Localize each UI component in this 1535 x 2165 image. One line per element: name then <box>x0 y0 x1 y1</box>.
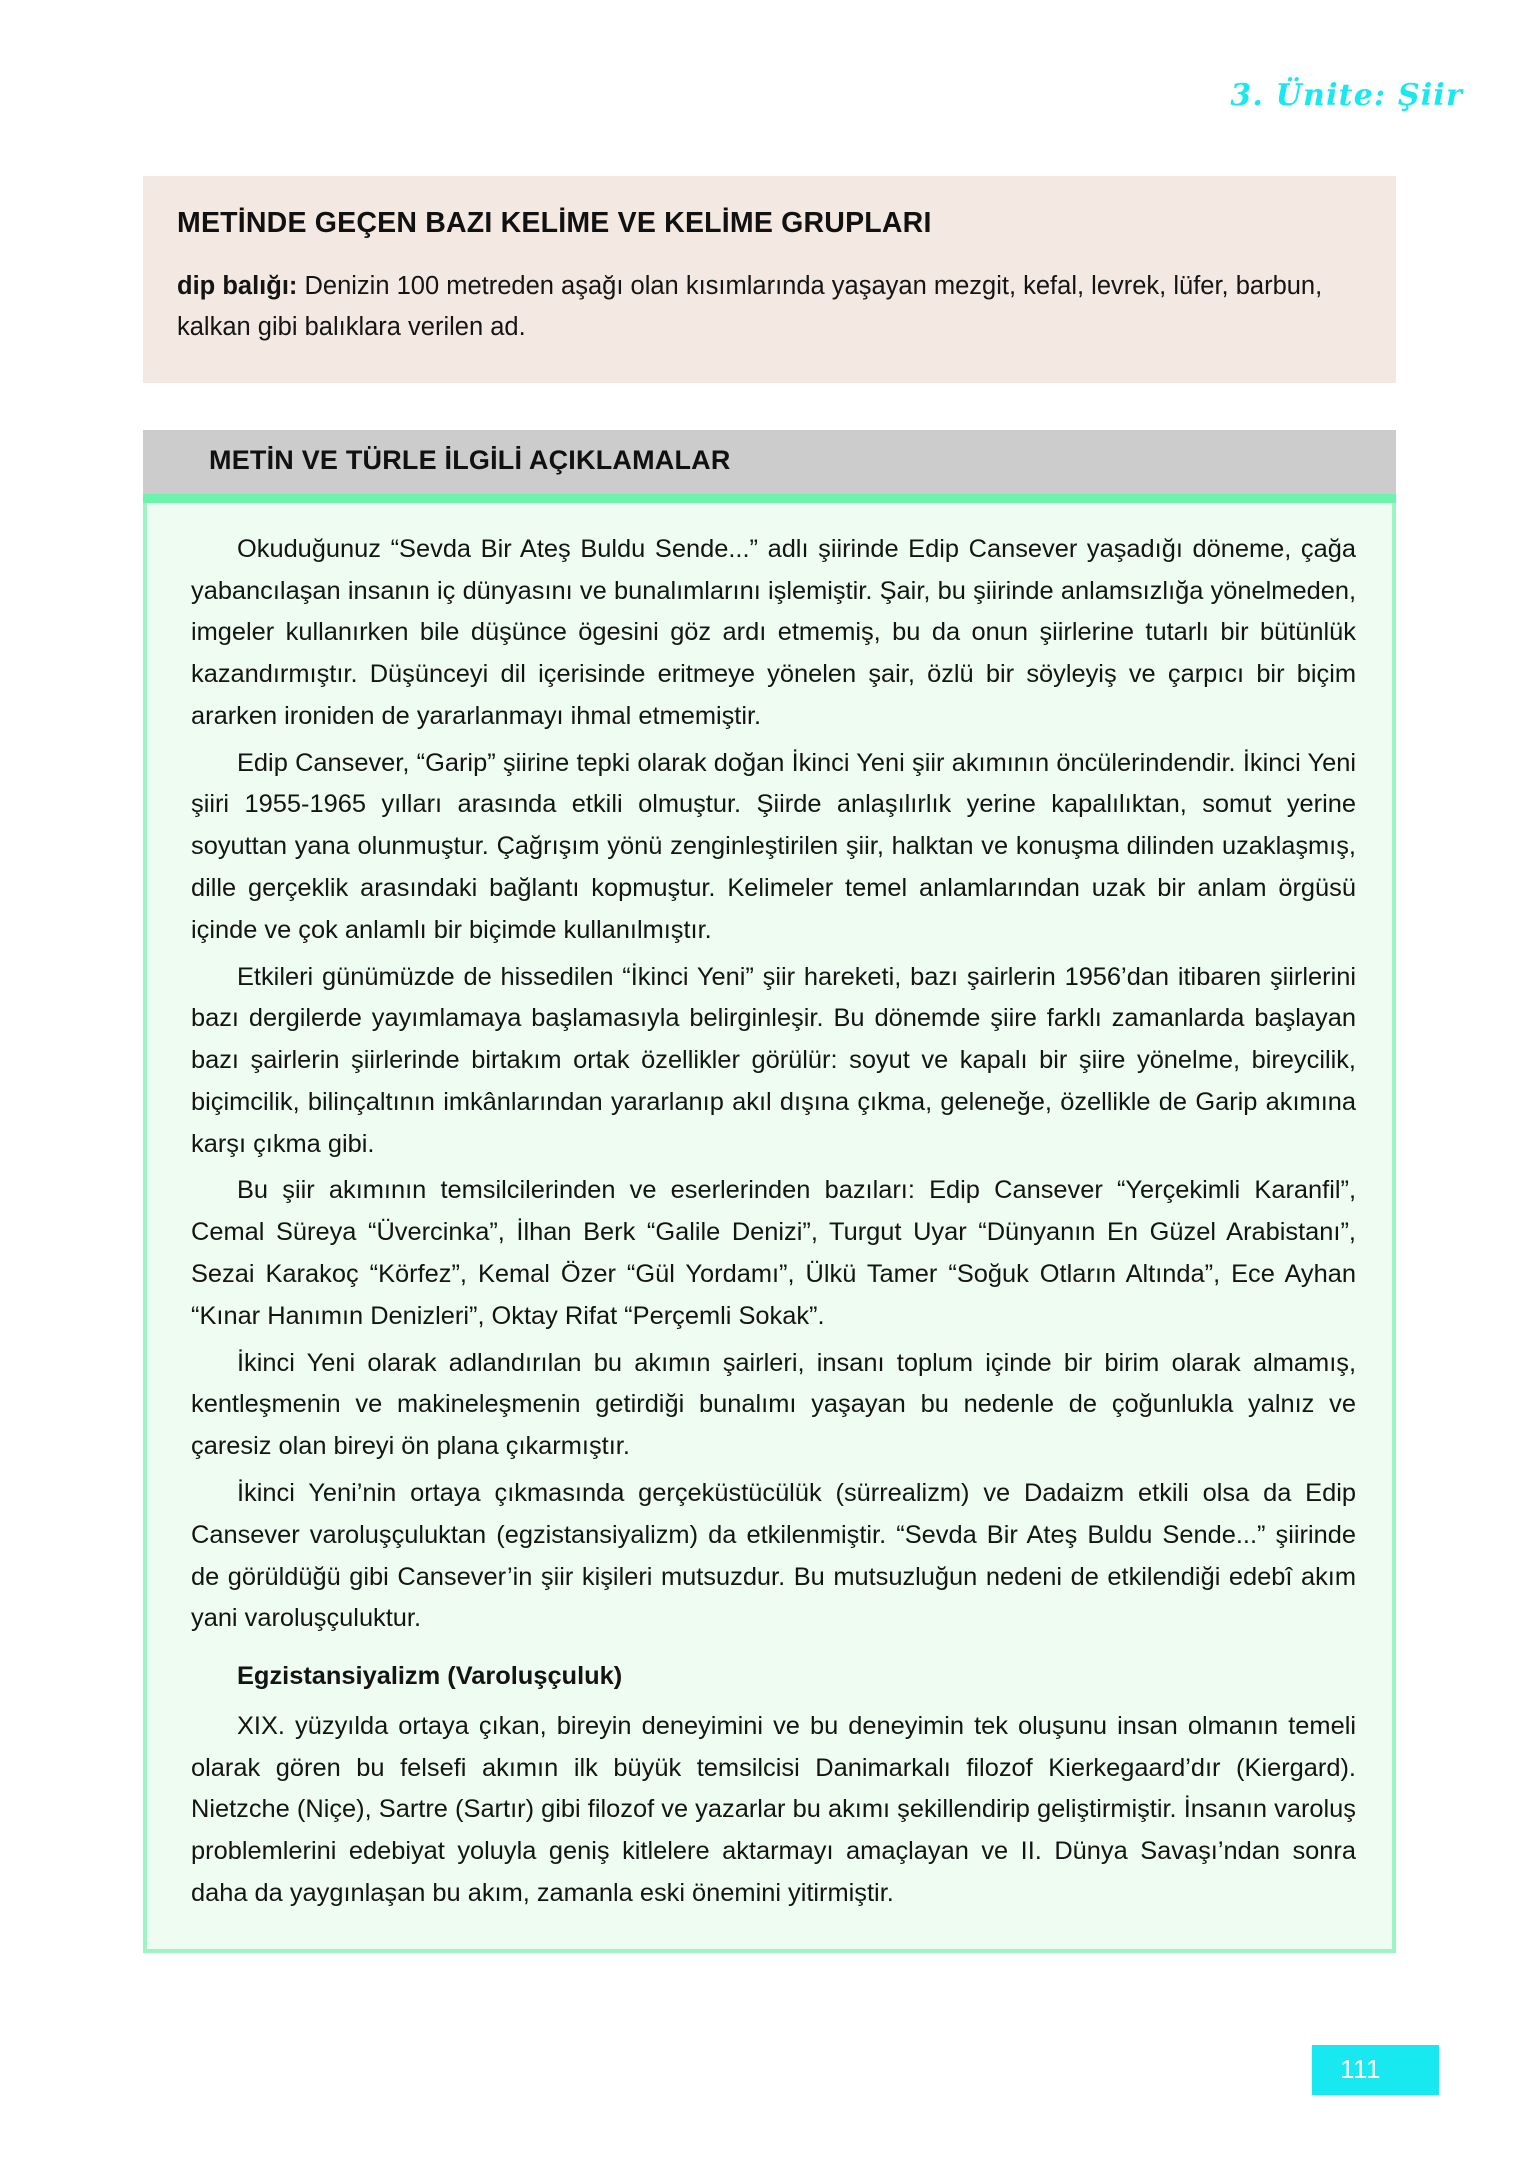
vocabulary-box-title: METİNDE GEÇEN BAZI KELİME VE KELİME GRUPLARI <box>177 207 932 239</box>
paragraph: İkinci Yeni olarak adlandırılan bu akımın şairleri, insanı toplum içinde bir birim olarak almamış, kentleşmenin ve makineleşmenin getirdiği bunalımı yaşayan bu nedenle de çoğunlukla yalnız ve çaresiz olan bireyi ön plana çıkarmıştır. <box>191 1348 1356 1461</box>
paragraph: XIX. yüzyılda ortaya çıkan, bireyin deneyimini ve bu deneyimin tek oluşunu insan olmanın temeli olarak gören bu felsefi akımın ilk büyük temsilcisi Danimarkalı filozof Kierkegaard’dır (Kiergard). Nietzche (Niçe), Sartre (Sartır) gibi filozof ve yazarlar bu akımı şekillendirip geliştirmiştir. İnsanın varoluş problemlerini edebiyat yoluyla geniş kitlelere aktarmayı amaçlayan ve II. Dünya Savaşı’ndan sonra daha da yaygınlaşan bu akım, zamanla eski önemini yitirmiştir. <box>191 1711 1356 1907</box>
page-number-badge: 111 <box>1312 2045 1439 2095</box>
running-head-unit-title: 3. Ünite: Şiir <box>1230 78 1463 113</box>
paragraph: İkinci Yeni’nin ortaya çıkmasında gerçeküstücülük (sürrealizm) ve Dadaizm etkili olsa da Edip Cansever varoluşçuluktan (egzistansiyalizm) da etkilenmiştir. “Sevda Bir Ateş Buldu Sende...” şiirinde de görüldüğü gibi Cansever’in şiir kişileri mutsuzdur. Bu mutsuzluğun nedeni de etkilendiği edebî akım yani varoluşçuluktur. <box>191 1478 1356 1633</box>
explanations-section <box>143 430 1396 1953</box>
explanations-accent-bar <box>143 494 1396 503</box>
explanations-header-bar <box>143 430 1396 494</box>
paragraph: Okuduğunuz “Sevda Bir Ateş Buldu Sende...” adlı şiirinde Edip Cansever yaşadığı döneme, çağa yabancılaşan insanın iç dünyasını ve bunalımlarını işlemiştir. Şair, bu şiirinde anlamsızlığa yönelmeden, imgeler kullanırken bile düşünce ögesini göz ardı etmemiş, bu da onun şiirlerine tutarlı bir bütünlük kazandırmıştır. Düşünceyi dil içerisinde eritmeye yönelen şair, özlü bir söyleyiş ve çarpıcı bir biçim ararken ironiden de yararlanmayı ihmal etmemiştir. <box>191 534 1356 730</box>
paragraph: Etkileri günümüzde de hissedilen “İkinci Yeni” şiir hareketi, bazı şairlerin 1956’dan itibaren şiirlerini bazı dergilerde yayımlamaya başlamasıyla belirginleşir. Bu dönemde şiire farklı zamanlarda başlayan bazı şairlerin şiirlerinde birtakım ortak özellikler görülür: soyut ve kapalı bir şiire yönelme, bireycilik, biçimcilik, bilinçaltının imkânlarından yararlanıp akıl dışına çıkma, geleneğe, özellikle de Garip akımına karşı çıkma gibi. <box>191 962 1356 1158</box>
vocabulary-box <box>143 176 1396 383</box>
explanations-body <box>143 503 1396 1953</box>
paragraph: Bu şiir akımının temsilcilerinden ve eserlerinden bazıları: Edip Cansever “Yerçekimli Karanfil”, Cemal Süreya “Üvercinka”, İlhan Berk “Galile Denizi”, Turgut Uyar “Dünyanın En Güzel Arabistanı”, Sezai Karakoç “Körfez”, Kemal Özer “Gül Yordamı”, Ülkü Tamer “Soğuk Otların Altında”, Ece Ayhan “Kınar Hanımın Denizleri”, Oktay Rifat “Perçemli Sokak”. <box>191 1176 1356 1330</box>
vocabulary-term: dip balığı: <box>177 272 298 301</box>
explanations-header-title: METİN VE TÜRLE İLGİLİ AÇIKLAMALAR <box>209 445 731 475</box>
vocabulary-entry <box>177 266 1362 349</box>
subheading-egzistansiyalizm: Egzistansiyalizm (Varoluşçuluk) <box>237 1662 623 1691</box>
paragraph: Edip Cansever, “Garip” şiirine tepki olarak doğan İkinci Yeni şiir akımının öncülerindendir. İkinci Yeni şiiri 1955-1965 yılları arasında etkili olmuştur. Şiirde anlaşılırlık yerine kapalılıktan, somut yerine soyuttan yana olunmuştur. Çağrışım yönü zenginleştirilen şiir, halktan ve konuşma dilinden uzaklaşmış, dille gerçeklik arasındaki bağlantı kopmuştur. Kelimeler temel anlamlarından uzak bir anlam örgüsü içinde ve çok anlamlı bir biçimde kullanılmıştır. <box>191 748 1356 944</box>
vocabulary-definition: Denizin 100 metreden aşağı olan kısımlarında yaşayan mezgit, kefal, levrek, lüfer, barbun, kalkan gibi balıklara verilen ad. <box>177 272 1323 342</box>
